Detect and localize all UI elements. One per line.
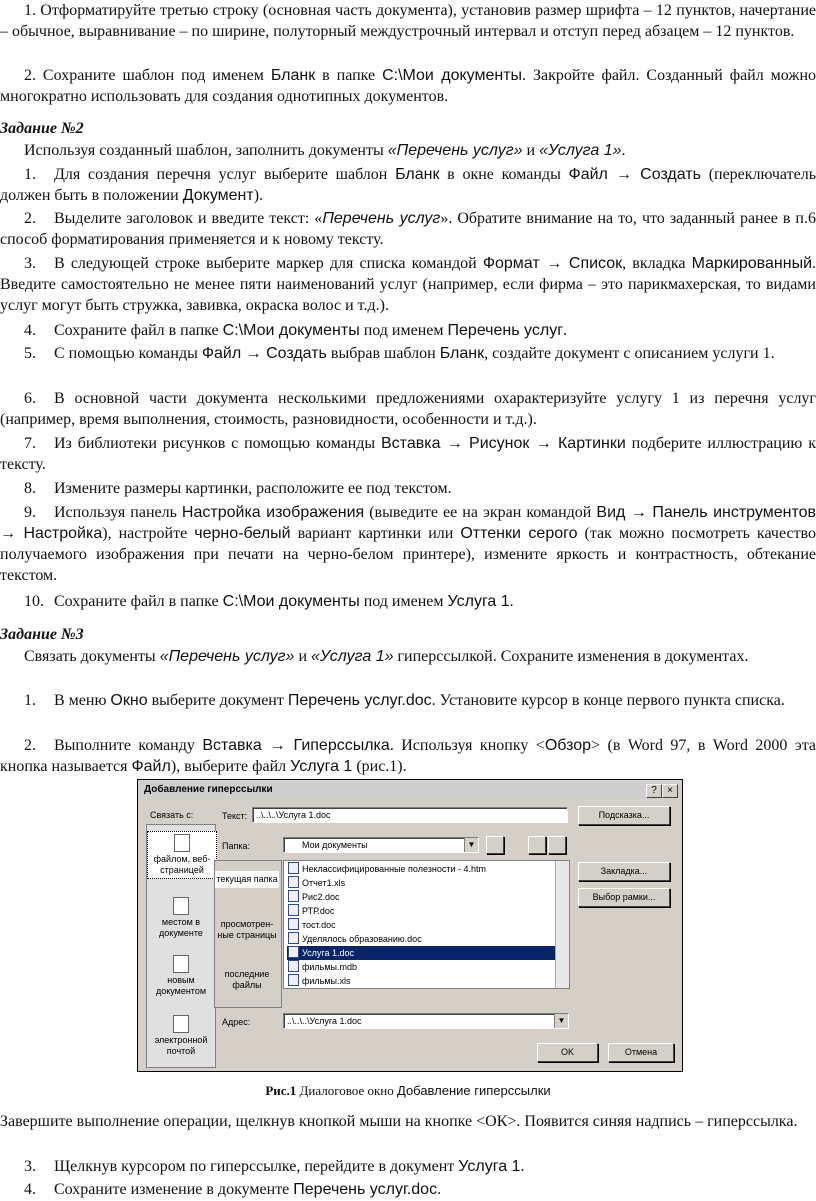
step-2: 2. Выделите заголовок и введите текст: «Перечень услуг». Обратите внимание на то, что заданный ранее в п.6 способ форматирования применяется и к новому тексту. [0, 210, 816, 248]
link-with-label: Связать с: [150, 810, 194, 820]
hint-button[interactable]: Подсказка... [578, 806, 670, 825]
dialog-title: Добавление гиперссылки [144, 784, 273, 795]
chevron-down-icon[interactable]: ▼ [554, 1014, 568, 1028]
task-3-step-4: 4. Сохраните изменение в документе Перечень услуг.doc. [24, 1181, 442, 1198]
file-item[interactable]: тост.doc [288, 918, 336, 932]
document-place-icon [173, 897, 189, 915]
step-1: 1. Для создания перечня услуг выберите шаблон Бланк в окне команды Файл → Создать (переключатель должен быть в положении Документ). [0, 166, 816, 204]
file-item[interactable]: Отчет1.xls [288, 876, 345, 890]
step-6: 6. В основной части документа несколькими предложениями охарактеризуйте услугу 1 из перечня услуг (например, время выполнения, стоимость, разновидности, особенности и т.д.). [0, 390, 816, 428]
file-icon [288, 904, 299, 916]
paragraph-1: 1. Отформатируйте третью строку (основная часть документа), установив размер шрифта – 12 пунктов, начертание – обычное, выравнивание – по ширине, полуторный междустрочный интервал и отступ перед абзацем – 12 пунктов. [0, 2, 816, 40]
file-item[interactable]: фильмы.mdb [288, 960, 357, 974]
file-list-scrollbar[interactable] [555, 861, 569, 988]
step-8: 8. Измените размеры картинки, расположите ее под текстом. [24, 480, 452, 497]
open-folder-button[interactable] [548, 836, 566, 854]
file-item[interactable]: РТР.doc [288, 904, 334, 918]
frame-select-button[interactable]: Выбор рамки... [578, 888, 670, 907]
text-field[interactable]: ..\..\..\Услуга 1.doc [252, 807, 568, 823]
step-5: 5. С помощью команды Файл → Создать выбрав шаблон Бланк, создайте документ с описанием услуги 1. [24, 345, 775, 362]
file-item[interactable]: Неклассифицированные полезности - 4.htm [288, 862, 486, 876]
file-icon [288, 974, 299, 986]
file-icon [288, 946, 299, 958]
file-item[interactable]: Рис2.doc [288, 890, 340, 904]
step-4: 4. Сохраните файл в папке С:\Мои документы под именем Перечень услуг. [24, 322, 568, 339]
folder-select[interactable]: Мои документы ▼ [283, 837, 479, 853]
place-browsed-pages[interactable]: просмотрен-ные страницы [217, 919, 277, 940]
task-3-heading: Задание №3 [0, 626, 84, 643]
text-label: Текст: [222, 811, 248, 821]
cancel-button[interactable]: Отмена [608, 1043, 674, 1062]
folder-label: Папка: [222, 841, 250, 851]
task-2-heading: Задание №2 [0, 120, 84, 137]
places-bar [214, 860, 282, 1008]
insert-hyperlink-dialog [137, 779, 683, 1072]
address-label: Адрес: [222, 1017, 251, 1027]
paragraph-2: 2. Сохраните шаблон под именем Бланк в папке С:\Мои документы. Закройте файл. Созданный файл можно многократно использовать для создания однотипных документов. [0, 67, 816, 105]
step-9: 9. Используя панель Настройка изображения (выведите ее на экран командой Вид → Панель инструментов → Настройка), настройте черно-белый вариант картинки или Оттенки серого (так можно посмотреть качество получаемого изображения при печати на черно-белом принтере), измените яркость и контрастность, обтекание текстом. [0, 504, 816, 584]
up-folder-button[interactable] [486, 836, 504, 854]
file-item-selected[interactable]: Услуга 1.doc [287, 946, 555, 960]
link-email[interactable]: электронной почтой [147, 1015, 215, 1057]
figure-caption: Рис.1 Диалоговое окно Добавление гиперссылки [265, 1083, 551, 1098]
task-2-intro: Используя созданный шаблон, заполнить документы «Перечень услуг» и «Услуга 1». [24, 142, 626, 159]
webpage-icon [174, 834, 190, 852]
web-search-button[interactable] [528, 836, 546, 854]
file-icon [288, 960, 299, 972]
task-3-intro: Связать документы «Перечень услуг» и «Услуга 1» гиперссылкой. Сохраните изменения в документах. [24, 648, 749, 665]
close-button[interactable]: × [662, 784, 678, 798]
file-list [283, 860, 570, 989]
task-3-step-3: 3. Щелкнув курсором по гиперссылке, перейдите в документ Услуга 1. [24, 1158, 525, 1175]
file-icon [288, 876, 299, 888]
step-3: 3. В следующей строке выберите маркер для списка командой Формат → Список, вкладка Маркированный. Введите самостоятельно не менее пяти наименований услуг (например, если фирма – это парикмахерская, то видами услуг могут быть стружка, завивка, окраска волос и т.д.). [0, 255, 816, 314]
link-new-document[interactable]: новым документом [147, 955, 215, 997]
step-7: 7. Из библиотеки рисунков с помощью команды Вставка → Рисунок → Картинки подберите иллюстрацию к тексту. [0, 435, 816, 473]
dialog-titlebar [140, 782, 680, 798]
file-item[interactable]: Уделялось образованию.doc [288, 932, 422, 946]
file-icon [288, 862, 299, 874]
link-type-bar [146, 824, 216, 1068]
bookmark-button[interactable]: Закладка... [578, 862, 670, 881]
file-icon [288, 932, 299, 944]
email-icon [173, 1015, 189, 1033]
step-10: 10. Сохраните файл в папке С:\Мои документы под именем Услуга 1. [24, 593, 514, 610]
file-icon [288, 890, 299, 902]
task-3-step-1: 1. В меню Окно выберите документ Перечень услуг.doc. Установите курсор в конце первого пункта списка. [24, 692, 785, 709]
file-icon [288, 918, 299, 930]
address-field[interactable]: ..\..\..\Услуга 1.doc ▼ [283, 1013, 569, 1029]
place-recent-files[interactable]: последние файлы [224, 969, 270, 990]
link-file-webpage[interactable]: файлом, веб-страницей [147, 831, 217, 879]
chevron-down-icon[interactable]: ▼ [464, 838, 478, 852]
after-figure-paragraph: Завершите выполнение операции, щелкнув кнопкой мыши на кнопке <ОК>. Появится синяя надпись – гиперссылка. [0, 1113, 798, 1130]
link-place-in-document[interactable]: местом в документе [147, 897, 215, 939]
new-document-icon [173, 955, 189, 973]
ok-button[interactable]: OK [537, 1043, 598, 1062]
help-button[interactable]: ? [646, 784, 662, 798]
place-current-folder[interactable]: текущая папка [215, 871, 279, 888]
task-3-step-2: 2. Выполните команду Вставка → Гиперссылка. Используя кнопку <Обзор> (в Word 97, в Word 2000 эта кнопка называется Файл), выберите файл Услуга 1 (рис.1). [0, 737, 816, 775]
file-item[interactable]: фильмы.xls [288, 974, 351, 988]
